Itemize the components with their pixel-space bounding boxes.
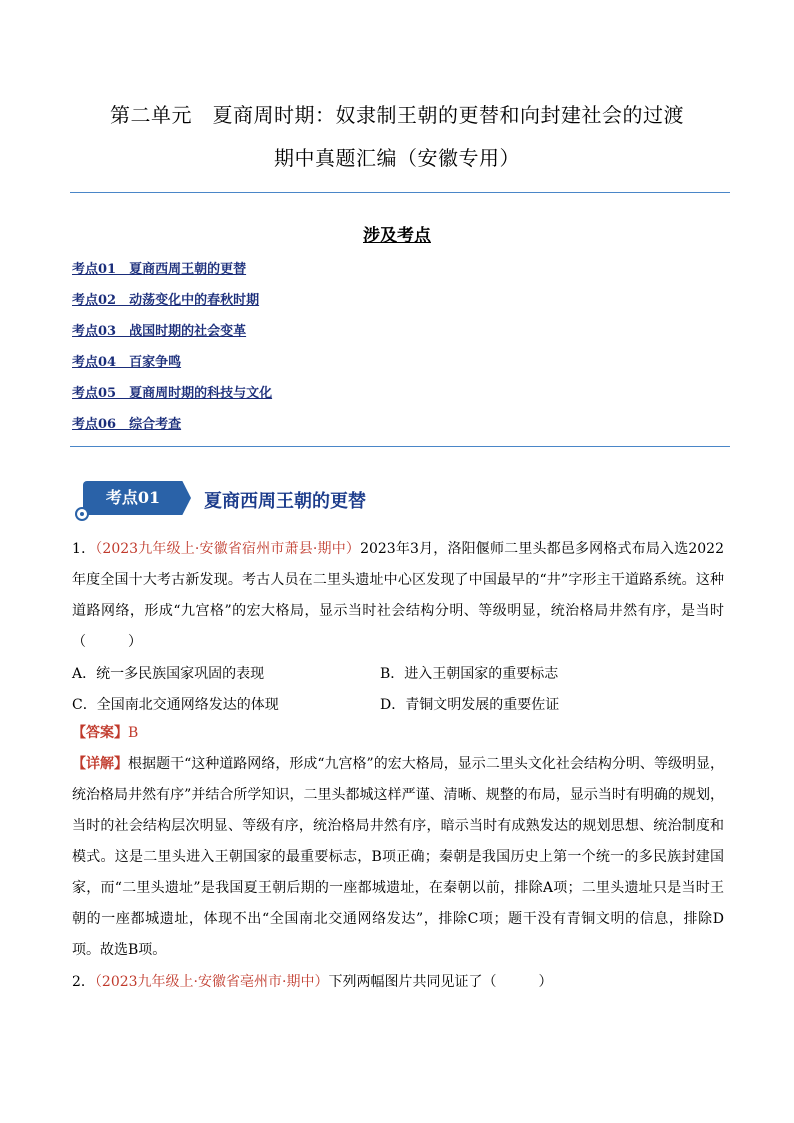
topic-link-06[interactable]: 考点06 综合考查 — [72, 417, 182, 432]
section-badge-label: 考点01 — [105, 488, 161, 507]
question-1-option-d: D．青铜文明发展的重要佐证 — [380, 697, 560, 713]
target-dot-icon — [75, 507, 89, 521]
document-title: 第二单元 夏商周时期：奴隶制王朝的更替和向封建社会的过渡 — [110, 103, 684, 127]
question-1-source: （2023九年级上·安徽省宿州市萧县·期中） — [95, 541, 361, 557]
topic-link-05[interactable]: 考点05 夏商周时期的科技与文化 — [72, 386, 273, 401]
topic-link-02[interactable]: 考点02 动荡变化中的春秋时期 — [72, 293, 260, 308]
question-1-text: 2023年3月，洛阳偃师二里头都邑多网格式布局入选2022年度全国十大考古新发现。考古人员在二里头遗址中心区发现了中国最早的“井”字形主干道路系统。这种道路网络，形成“九宫格”的宏大格局，显示当时社会结构分明、等级明显，统治格局井然有序，是当时（ ） — [72, 541, 724, 650]
question-1-answer — [72, 718, 724, 749]
question-2-source: （2023九年级上·安徽省亳州市·期中） — [94, 974, 329, 990]
section-title: 夏商西周王朝的更替 — [204, 491, 366, 512]
topics-divider — [70, 446, 730, 447]
question-1-detail — [72, 749, 724, 966]
question-1-stem — [72, 534, 724, 658]
topic-link-04[interactable]: 考点04 百家争鸣 — [72, 355, 182, 370]
question-2-number: 2． — [72, 974, 95, 990]
topic-link-03[interactable]: 考点03 战国时期的社会变革 — [72, 324, 247, 339]
topics-heading: 涉及考点 — [363, 226, 431, 246]
document-subtitle: 期中真题汇编（安徽专用） — [274, 146, 520, 170]
question-1-option-b: B．进入王朝国家的重要标志 — [380, 666, 559, 682]
topic-link-01[interactable]: 考点01 夏商西周王朝的更替 — [72, 262, 247, 277]
question-1-number: 1． — [72, 541, 96, 557]
section-badge — [75, 477, 193, 517]
answer-value: B — [128, 725, 139, 741]
question-2-text: 下列两幅图片共同见证了（ ） — [328, 974, 553, 990]
answer-label: 【答案】 — [72, 725, 128, 741]
question-2-stem — [72, 967, 724, 998]
question-1-option-a: A．统一多民族国家巩固的表现 — [72, 666, 265, 682]
top-divider — [70, 192, 730, 193]
detail-text: 根据题干“这种道路网络，形成“九宫格”的宏大格局，显示二里头文化社会结构分明、等级明显，统治格局井然有序”并结合所学知识，二里头都城这样严谨、清晰、规整的布局，显示当时有明确的规划，当时的社会结构层次明显、等级有序，统治格局井然有序，暗示当时有成熟发达的规划思想、统治制度和模式。这是二里头进入王朝国家的最重要标志，B项正确；秦朝是我国历史上第一个统一的多民族封建国家，而“二里头遗址”是我国夏王朝后期的一座都城遗址，在秦朝以前，排除A项；二里头遗址只是当时王朝的一座都城遗址，体现不出“全国南北交通网络发达”，排除C项；题干没有青铜文明的信息，排除D项。故选B项。 — [72, 756, 724, 958]
question-1-option-c: C．全国南北交通网络发达的体现 — [72, 697, 279, 713]
detail-label: 【详解】 — [72, 756, 129, 772]
